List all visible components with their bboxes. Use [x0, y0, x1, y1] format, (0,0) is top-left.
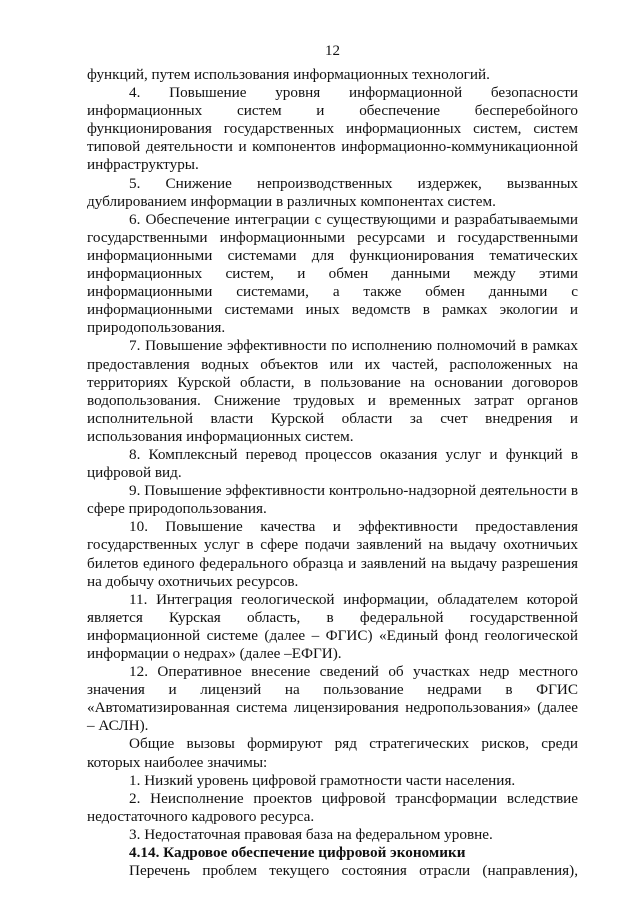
paragraph-11: 1. Низкий уровень цифровой грамотности части населения. — [129, 771, 516, 789]
paragraph-13: 3. Недостаточная правовая база на федеральном уровне. — [129, 825, 493, 843]
paragraph-8: 11. Интеграция геологической информации, обладателем которой является Курская область, в федеральной государственной информационной системе (далее – ФГИС) «Единый фонд геологической информации о недрах» (далее –ЕФГИ). — [87, 590, 578, 662]
paragraph-7: 10. Повышение качества и эффективности предоставления государственных услуг в сфере подачи заявлений на выдачу охотничьих билетов единого федерального образца и заявлений на выдачу разрешения на добычу охотничьих ресурсов. — [87, 518, 578, 590]
paragraph-4: 7. Повышение эффективности по исполнению полномочий в рамках предоставления водных объектов или их частей, расположенных на территориях Курской области, в пользование на основании договоров водопользования. Снижение трудовых и временных затрат органов исполнительной власти Курской области за счет внедрения и использования информационных систем. — [87, 337, 578, 445]
section-heading: 4.14. Кадровое обеспечение цифровой экономики — [129, 844, 466, 862]
paragraph-3: 6. Обеспечение интеграции с существующими и разрабатываемыми государственными информационными ресурсами и государственными информационными системами для функционирования тематических информационных систем, и обмен данными между этими информационными системами, а также обмен данными с информационными системами иных ведомств в рамках экологии и природопользования. — [87, 210, 578, 337]
paragraph-0: функций, путем использования информационных технологий. — [87, 66, 490, 83]
paragraph-final: Перечень проблем текущего состояния отрасли (направления), — [129, 862, 578, 880]
paragraph-1: 4. Повышение уровня информационной безопасности информационных систем и обеспечение бесперебойного функционирования государственных информационных систем, систем типовой деятельности и компонентов информационно-коммуникационной инфраструктуры. — [87, 84, 578, 174]
page-number: 12 — [325, 43, 340, 59]
paragraph-2: 5. Снижение непроизводственных издержек, вызванных дублированием информации в различных компонентах систем. — [87, 174, 578, 210]
paragraph-9: 12. Оперативное внесение сведений об участках недр местного значения и лицензий на пользование недрами в ФГИС «Автоматизированная система лицензирования недропользования» (далее – АСЛН). — [87, 663, 578, 735]
paragraph-10: Общие вызовы формируют ряд стратегических рисков, среди которых наиболее значимы: — [87, 735, 578, 771]
paragraph-6: 9. Повышение эффективности контрольно-надзорной деятельности в сфере природопользования. — [87, 482, 578, 518]
paragraph-5: 8. Комплексный перевод процессов оказания услуг и функций в цифровой вид. — [87, 445, 578, 482]
paragraph-12: 2. Неисполнение проектов цифровой трансформации вследствие недостаточного кадрового ресурса. — [87, 789, 578, 825]
body-text — [87, 66, 578, 880]
